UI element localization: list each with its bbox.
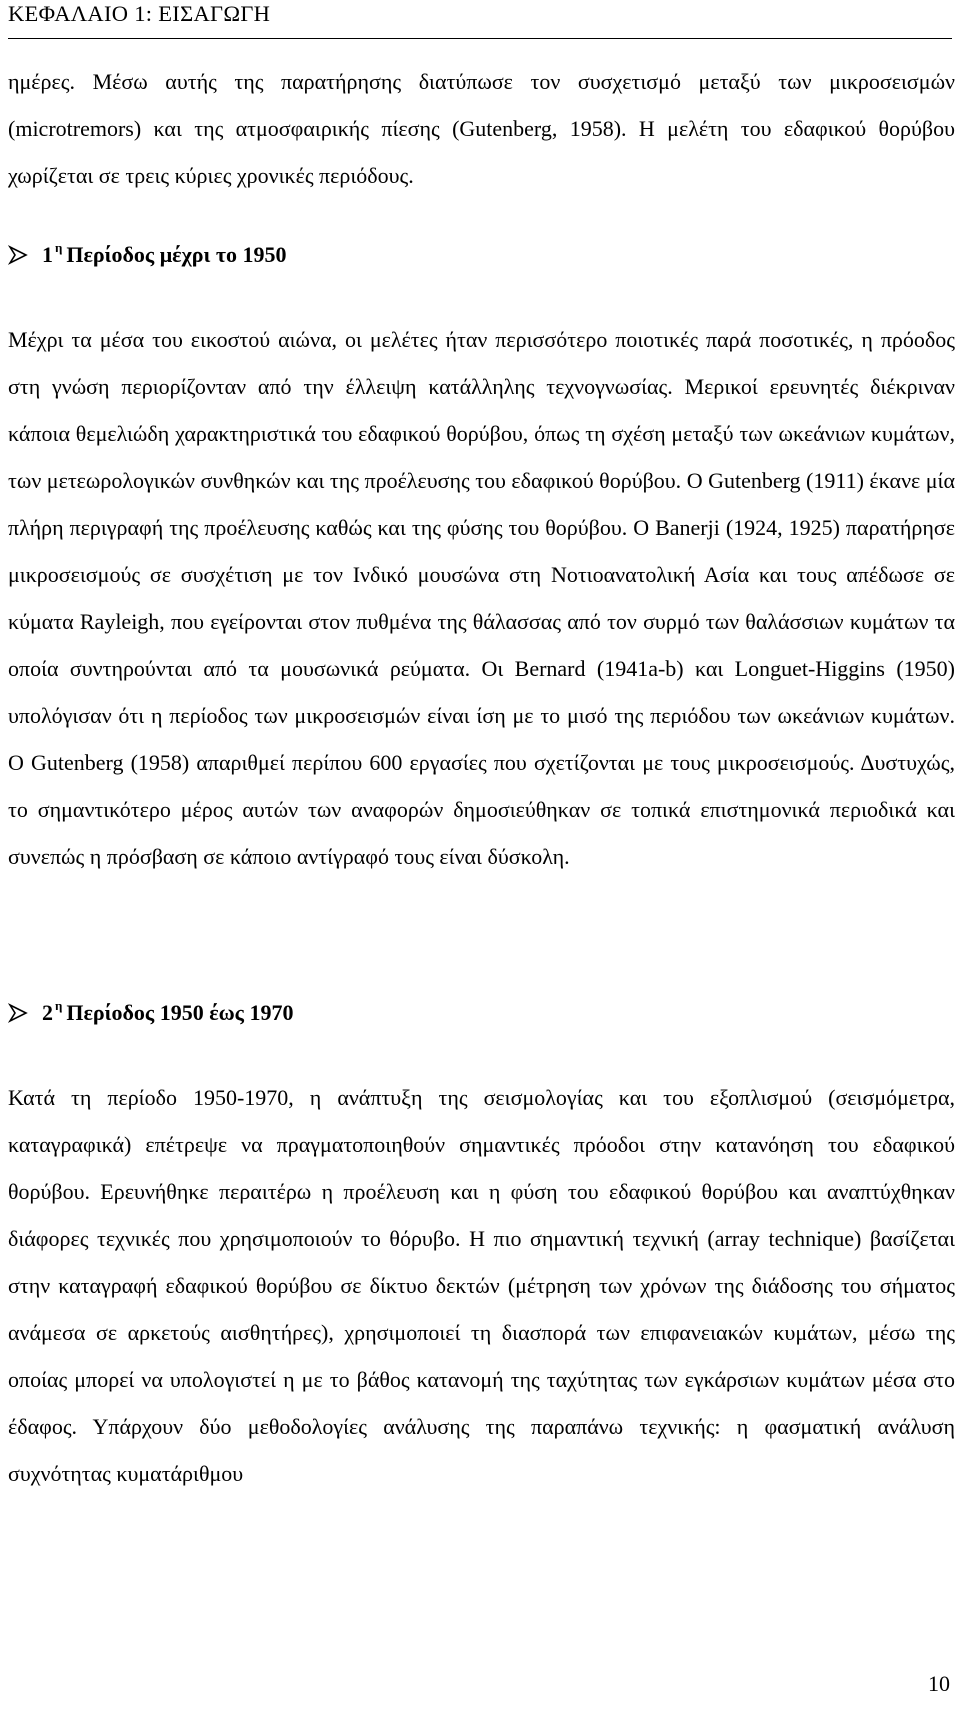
chapter-title: ΚΕΦΑΛΑΙΟ 1: ΕΙΣΑΓΩΓΗ: [8, 1, 271, 26]
running-header: [8, 0, 952, 39]
section-number: 1: [42, 242, 53, 267]
arrowhead-bullet-icon: [8, 241, 30, 271]
section-heading-2: [8, 998, 908, 1029]
section-number: 2: [42, 1000, 53, 1025]
section-1-paragraph: Μέχρι τα μέσα του εικοστού αιώνα, οι μελέτες ήταν περισσότερο ποιοτικές παρά ποσοτικές, η πρόοδος στη γνώση περιορίζονταν από την έλλειψη κατάλληλης τεχνογνωσίας. Μερικοί ερευνητές διέκριναν κάποια θεμελιώδη χαρακτηριστικά του εδαφικού θορύβου, όπως τη σχέση μεταξύ των ωκεάνιων κυμάτων, των μετεωρολογικών συνθηκών και της προέλευσης του εδαφικού θορύβου. O Gutenberg (1911) έκανε μία πλήρη περιγραφή της προέλευσης καθώς και της φύσης του θορύβου. O Banerji (1924, 1925) παρατήρησε μικροσεισμούς σε συσχέτιση με τον Ινδικό μουσώνα στη Νοτιοανατολική Ασία και τους απέδωσε σε κύματα Rayleigh, που εγείρονται στον πυθμένα της θάλασσας από τον συρμό των θαλάσσιων κυμάτων τα οποία συντηρούνται από τα μουσωνικά ρεύματα. Οι Bernard (1941a-b) και Longuet-Higgins (1950) υπολόγισαν ότι η περίοδος των μικροσεισμών είναι ίση με το μισό της περιόδου των ωκεάνιων κυμάτων. O Gutenberg (1958) απαριθμεί περίπου 600 εργασίες που σχετίζονται με τους μικροσεισμούς. Δυστυχώς, το σημαντικότερο μέρος αυτών των αναφορών δημοσιεύθηκαν σε τοπικά επιστημονικά περιοδικά και συνεπώς η πρόσβαση σε κάποιο αντίγραφό τους είναι δύσκολη.: [8, 327, 955, 869]
section-2-paragraph: Κατά τη περίοδο 1950-1970, η ανάπτυξη της σεισμολογίας και του εξοπλισμού (σεισμόμετρα, καταγραφικά) επέτρεψε να πραγματοποιηθούν σημαντικές πρόοδοι στην κατανόηση του εδαφικού θορύβου. Ερευνήθηκε περαιτέρω η προέλευση και η φύση του εδαφικού θορύβου και αναπτύχθηκαν διάφορες τεχνικές που χρησιμοποιούν το θόρυβο. Η πιο σημαντική τεχνική (array technique) βασίζεται στην καταγραφή εδαφικού θορύβου σε δίκτυο δεκτών (μέτρηση των χρόνων της διάδοσης του σήματος ανάμεσα σε αρκετούς αισθητήρες), χρησιμοποιεί τη διασπορά των επιφανειακών κυμάτων, μέσω της οποίας μπορεί να υπολογιστεί η με το βάθος κατανομή της ταχύτητας των εγκάρσιων κυμάτων μέσα στο έδαφος. Υπάρχουν δύο μεθοδολογίες ανάλυσης της παραπάνω τεχνικής: η φασματική ανάλυση συχνότητας κυματάριθμου: [8, 1085, 955, 1486]
arrowhead-bullet-icon: [8, 999, 30, 1029]
intro-paragraph: ημέρες. Μέσω αυτής της παρατήρησης διατύπωσε τον συσχετισμό μεταξύ των μικροσεισμών (microtremors) και της ατμοσφαιρικής πίεσης (Gutenberg, 1958). Η μελέτη του εδαφικού θορύβου χωρίζεται σε τρεις κύριες χρονικές περιόδους.: [8, 69, 955, 188]
section-heading-1: [8, 240, 908, 271]
section-title: Περίοδος 1950 έως 1970: [66, 1000, 294, 1025]
section-title: Περίοδος μέχρι το 1950: [66, 242, 287, 267]
ordinal-superscript: η: [55, 240, 63, 255]
page-number: 10: [928, 1671, 950, 1696]
ordinal-superscript: η: [55, 998, 63, 1013]
